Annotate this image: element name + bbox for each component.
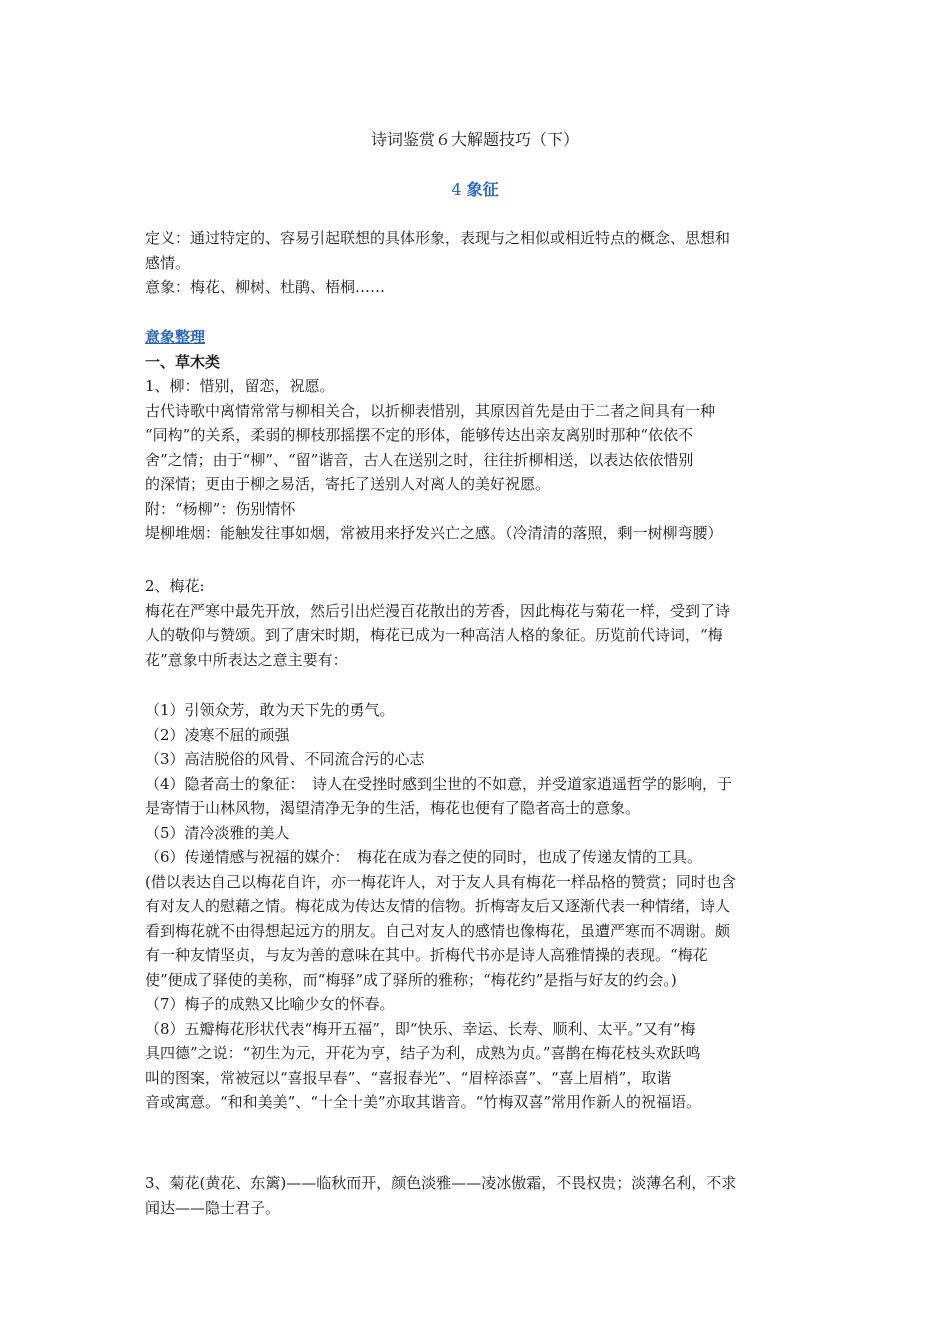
plum-point-line: 有对友人的慰藉之情。梅花成为传达友情的信物。折梅寄友后又逐渐代表一种情绪，诗人	[145, 897, 731, 915]
willow-line: 堤柳堆烟：能触发往事如烟，常被用来抒发兴亡之感。（冷清清的落照，剩一树柳弯腰）	[145, 524, 723, 542]
plum-intro-line: 人的敬仰与赞颂。到了唐宋时期，梅花已成为一种高洁人格的象征。历览前代诗词，“梅	[145, 626, 723, 644]
plum-point-line: （4）隐者高士的象征： 诗人在受挫时感到尘世的不如意，并受道家逍遥哲学的影响，于	[145, 774, 733, 793]
plum-point-line: 具四德”之说：“初生为元，开花为亨，结子为利，成熟为贞。”喜鹊在梅花枝头欢跃鸣	[145, 1044, 701, 1062]
plum-point-line: 叫的图案，常被冠以“喜报早春”、“喜报春光”、“眉梓添喜”、“喜上眉梢”，取谐	[145, 1068, 672, 1087]
chrysanthemum-line: 闻达——隐士君子。	[145, 1198, 281, 1217]
willow-line: 1、柳：惜别，留恋，祝愿。	[145, 377, 335, 395]
section-heading	[0, 177, 950, 200]
category-heading: 一、草木类	[145, 352, 221, 371]
section-number: 4	[451, 180, 462, 199]
plum-intro-line: 梅花在严寒中最先开放，然后引出烂漫百花散出的芳香，因此梅花与菊花一样，受到了诗	[145, 601, 731, 620]
plum-point-line: （8）五瓣梅花形状代表“梅开五福”，即“快乐、幸运、长寿、顺利、太平。”又有“梅	[145, 1019, 696, 1038]
plum-point-line: （5）清冷淡雅的美人	[145, 823, 290, 842]
plum-points-block	[145, 698, 815, 1115]
plum-point-line: （3）高洁脱俗的风骨、不同流合污的心志	[145, 750, 425, 768]
willow-line: 舍”之情；由于“柳”、“留”谐音，古人在送别之时，往往折柳相送，以表达依依惜别	[145, 450, 694, 469]
willow-line: 附：“杨柳”：伤别情怀	[145, 499, 296, 518]
chrysanthemum-line: 3、菊花(黄花、东篱)——临秋而开，颜色淡雅——凌冰傲霜，不畏权贵；淡薄名利，不求	[145, 1174, 737, 1192]
plum-point-line: （6）传递情感与祝福的媒介： 梅花在成为春之使的同时，也成了传递友情的工具。	[145, 848, 703, 866]
plum-point-line: 看到梅花就不由得想起远方的朋友。自己对友人的感情也像梅花，虽遭严寒而不凋谢。颇	[145, 921, 731, 940]
plum-point-line: （7）梅子的成熟又比喻少女的怀春。	[145, 995, 395, 1013]
plum-point-line: 音或寓意。“和和美美”、“十全十美”亦取其谐音。“竹梅双喜”常用作新人的祝福语。	[145, 1093, 702, 1111]
definition-line: 感情。	[145, 253, 191, 272]
plum-point-line: (借以表达自己以梅花自许，亦一梅花许人，对于友人具有梅花一样品格的赞赏；同时也含	[145, 872, 736, 891]
willow-line: “同构”的关系，柔弱的柳枝那摇摆不定的形体，能够传达出亲友离别时那种“依依不	[145, 426, 694, 444]
plum-point-line: （1）引领众芳，敢为天下先的勇气。	[145, 701, 395, 719]
section-label: 象征	[466, 180, 499, 199]
image-list-block	[145, 325, 815, 546]
plum-intro-line: 花”意象中所表达之意主要有：	[145, 650, 348, 669]
plum-intro-line: 2、梅花:	[145, 577, 205, 595]
definition-block	[145, 226, 815, 300]
definition-line: 意象：梅花、柳树、杜鹃、梧桐……	[145, 278, 386, 296]
chrysanthemum-block	[145, 1171, 815, 1220]
definition-line: 定义：通过特定的、容易引起联想的具体形象，表现与之相似或相近特点的概念、思想和	[145, 229, 731, 247]
plum-point-line: （2）凌寒不屈的顽强	[145, 725, 290, 744]
plum-point-line: 使”便成了驿使的美称，而“梅驿”成了驿所的雅称；“梅花约”是指与好友的约会。)	[145, 970, 677, 989]
plum-intro-block	[145, 574, 815, 672]
plum-point-line: 有一种友情坚贞，与友为善的意味在其中。折梅代书亦是诗人高雅情操的表现。“梅花	[145, 946, 708, 964]
willow-line: 的深情；更由于柳之易活，寄托了送别人对离人的美好祝愿。	[145, 475, 551, 493]
willow-line: 古代诗歌中离情常常与柳相关合，以折柳表惜别，其原因首先是由于二者之间具有一种	[145, 401, 716, 420]
page-title: 诗词鉴赏６大解题技巧（下）	[370, 130, 579, 149]
plum-point-line: 是寄情于山林风物，渴望清净无争的生活，梅花也便有了隐者高士的意象。	[145, 799, 641, 817]
image-heading-link[interactable]: 意象整理	[145, 328, 206, 346]
